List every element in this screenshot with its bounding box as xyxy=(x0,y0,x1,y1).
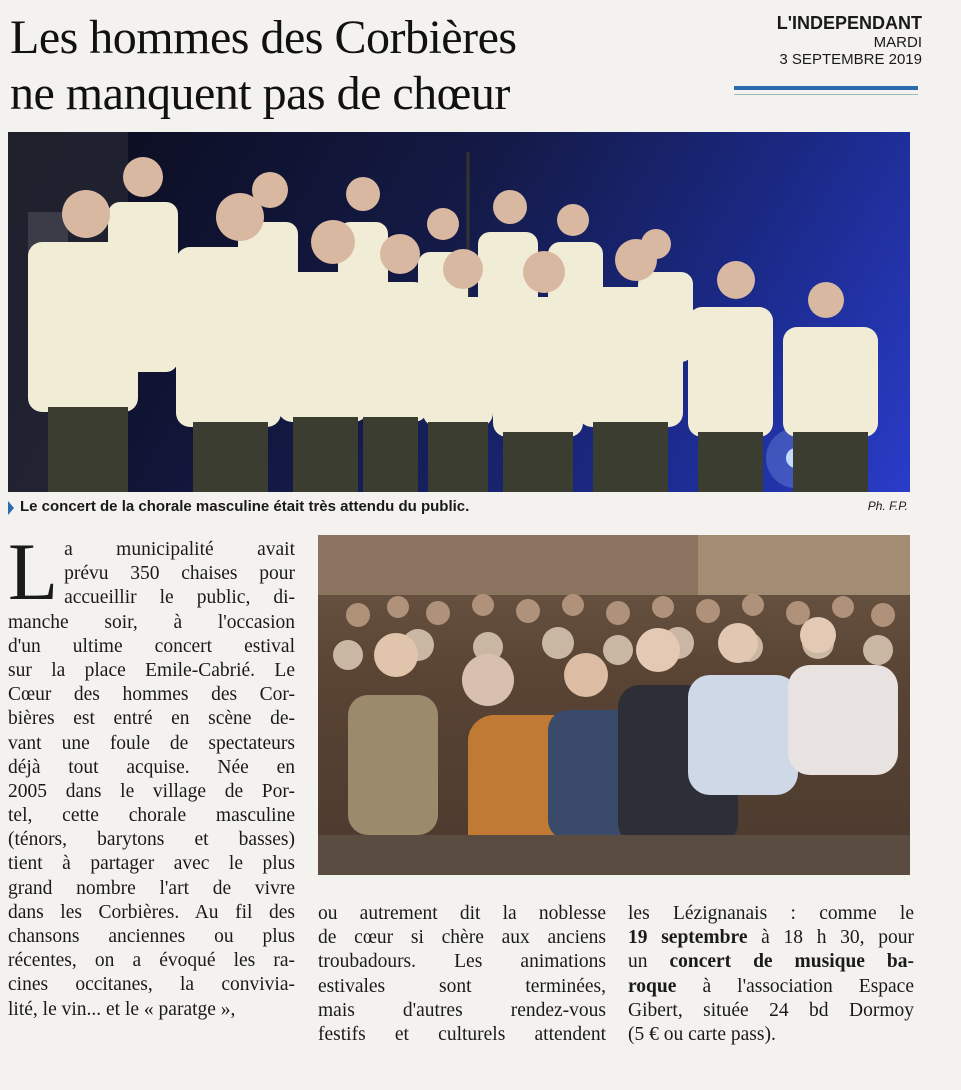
text-line: Gibert, située 24 bd Dormoy xyxy=(628,999,914,1021)
text-line: a municipalité avait xyxy=(64,539,295,560)
publication-date: 3 SEPTEMBRE 2019 xyxy=(779,51,922,68)
caption-text: Le concert de la chorale masculine était très attendu du public. xyxy=(20,498,470,515)
event-name-end: roque xyxy=(628,975,677,997)
event-date: 19 septembre xyxy=(628,927,748,949)
text-line: Cœur des hommes des Cor- xyxy=(8,684,295,706)
text-line: chansons anciennes ou plus xyxy=(8,926,295,947)
event-name: concert de musique ba- xyxy=(669,951,914,973)
text-line: bières est entré en scène de- xyxy=(8,708,295,730)
text-line: d'un ultime concert estival xyxy=(8,635,295,657)
audience-illustration xyxy=(318,535,910,875)
text-line: manche soir, à l'occasion xyxy=(8,611,295,633)
text-line: mais d'autres rendez-vous xyxy=(318,999,606,1021)
photo-credit: Ph. F.P. xyxy=(867,499,908,513)
text-line: festifs et culturels attendent xyxy=(318,1023,606,1045)
text-line: troubadours. Les animations xyxy=(318,951,606,973)
text-line xyxy=(628,926,914,950)
text-line: (ténors, barytons et basses) xyxy=(8,829,295,851)
text-line: déjà tout acquise. Née en xyxy=(8,756,295,778)
caption-marker xyxy=(8,501,14,515)
masthead xyxy=(732,12,922,108)
text-line: tel, cette chorale masculine xyxy=(8,805,295,827)
headline-line-1: Les hommes des Corbières xyxy=(10,11,517,64)
article-column-1 xyxy=(8,526,295,1022)
choir-illustration xyxy=(8,132,910,492)
article-column-3 xyxy=(628,902,914,1047)
headline xyxy=(10,10,710,122)
text-line: vant une foule de spectateurs xyxy=(8,732,295,754)
text-fragment: à l'association Espace xyxy=(676,975,914,997)
text-line: récentes, on a évoqué les ra- xyxy=(8,950,295,972)
text-line: 2005 dans le village de Por- xyxy=(8,780,295,802)
drop-cap: L xyxy=(8,526,59,617)
text-line: lité, le vin... et le « paratge », xyxy=(8,998,236,1020)
text-line: accueillir le public, di- xyxy=(64,587,295,609)
headline-line-2: ne manquent pas de chœur xyxy=(10,67,510,120)
masthead-rule xyxy=(734,86,918,90)
text-line: les Lézignanais : comme le xyxy=(628,903,914,924)
text-line xyxy=(628,975,914,999)
text-fragment: à 18 h 30, pour xyxy=(747,927,914,949)
text-line: ou autrement dit la noblesse xyxy=(318,903,606,924)
audience-photo xyxy=(318,535,910,875)
text-line: estivales sont terminées, xyxy=(318,975,606,997)
text-fragment: un xyxy=(628,951,670,973)
text-line: prévu 350 chaises pour xyxy=(64,563,295,585)
choir-photo xyxy=(8,132,910,492)
article-column-2 xyxy=(318,902,606,1047)
text-line: dans les Corbières. Au fil des xyxy=(8,901,295,923)
text-line: (5 € ou carte pass). xyxy=(628,1023,776,1045)
text-line: grand nombre l'art de vivre xyxy=(8,877,295,899)
publication-name: L'INDEPENDANT xyxy=(776,13,922,33)
text-line xyxy=(628,950,914,974)
masthead-rule-thin xyxy=(734,94,918,95)
text-line: cines occitanes, la convivia- xyxy=(8,974,295,996)
photo-caption xyxy=(8,497,910,519)
text-line: de cœur si chère aux anciens xyxy=(318,927,606,949)
publication-day: MARDI xyxy=(873,34,922,51)
text-line: tient à partager avec le plus xyxy=(8,853,295,875)
text-line: sur la place Emile-Cabrié. Le xyxy=(8,659,295,681)
